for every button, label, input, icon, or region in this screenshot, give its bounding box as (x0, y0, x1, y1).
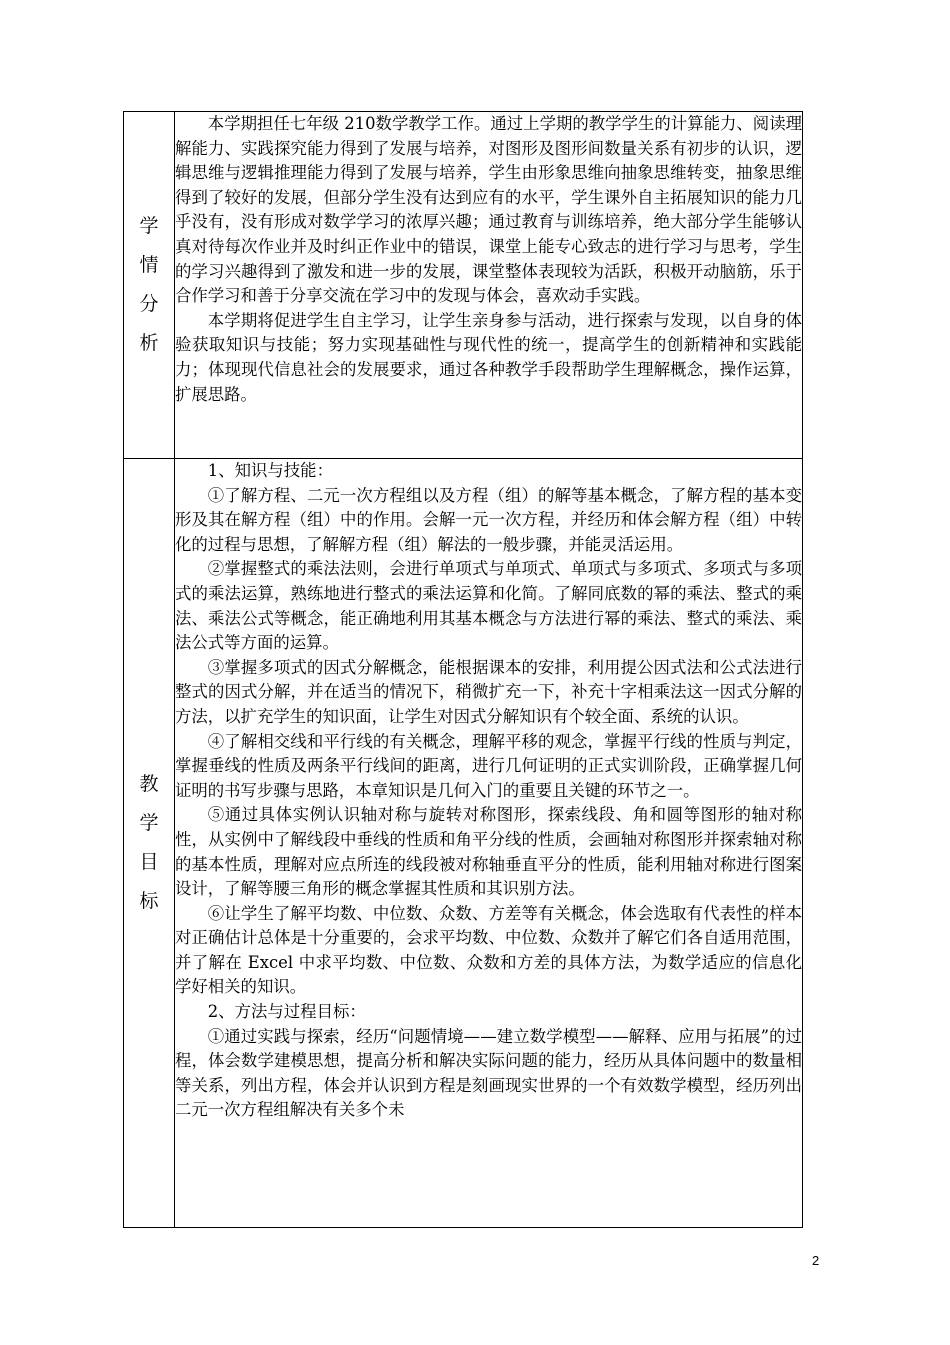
paragraph: 本学期担任七年级 210数学教学工作。通过上学期的教学学生的计算能力、阅读理解能力、实践探究能力得到了发展与培养，对图形及图形间数量关系有初步的认识，逻辑思维与逻辑推理能力得到了发展与培养，学生由形象思维向抽象思维转变，抽象思维得到了较好的发展，但部分学生没有达到应有的水平，学生课外自主拓展知识的能力几乎没有，没有形成对数学学习的浓厚兴趣；通过教育与训练培养，绝大部分学生能够认真对待每次作业并及时纠正作业中的错误，课堂上能专心致志的进行学习与思考，学生的学习兴趣得到了激发和进一步的发展，课堂整体表现较为活跃，积极开动脑筋，乐于合作学习和善于分享交流在学习中的发现与体会，喜欢动手实践。 (175, 114, 802, 306)
label-char: 情 (139, 254, 159, 276)
paragraph: ①了解方程、二元一次方程组以及方程（组）的解等基本概念，了解方程的基本变形及其在解方程（组）中的作用。会解一元一次方程，并经历和体会解方程（组）中转化的过程与思想，了解解方程（组）解法的一般步骤，并能灵活运用。 (175, 485, 802, 554)
section-label-teaching-goals (124, 459, 174, 1227)
paragraph: ④了解相交线和平行线的有关概念，理解平移的观念，掌握平行线的性质与判定，掌握垂线的性质及两条平行线间的距离，进行几何证明的正式实训阶段，正确掌握几何证明的书写步骤与思路，本章知识是几何入门的重要且关键的环节之一。 (175, 731, 802, 800)
page-number: 2 (812, 1253, 820, 1268)
lesson-plan-table (123, 111, 803, 1228)
paragraph: ⑥让学生了解平均数、中位数、众数、方差等有关概念，体会选取有代表性的样本对正确估计总体是十分重要的，会求平均数、中位数、众数并了解它们各自适用范围，并了解在 Excel 中求平均数、中位数、众数和方差的具体方法，为数学适应的信息化学好相关的知识。 (175, 903, 802, 997)
label-char: 分 (139, 293, 159, 315)
section-row-student-analysis (124, 112, 803, 459)
label-char: 标 (139, 890, 159, 912)
paragraph: ①通过实践与探索，经历“问题情境——建立数学模型——解释、应用与拓展”的过程，体会数学建模思想，提高分析和解决实际问题的能力，经历从具体问题中的数量相等关系，列出方程，体会并认识到方程是刻画现实世界的一个有效数学模型，经历列出二元一次方程组解决有关多个未 (175, 1026, 802, 1120)
label-char: 教 (139, 773, 159, 795)
paragraph: ③掌握多项式的因式分解概念，能根据课本的安排，利用提公因式法和公式法进行整式的因式分解，并在适当的情况下，稍微扩充一下，补充十字相乘法这一因式分解的方法，以扩充学生的知识面，让学生对因式分解知识有个较全面、系统的认识。 (175, 657, 802, 726)
label-char: 目 (139, 851, 159, 873)
section-label-cell (124, 459, 175, 1228)
paragraph: ⑤通过具体实例认识轴对称与旋转对称图形，探索线段、角和圆等图形的轴对称性，从实例中了解线段中垂线的性质和角平分线的性质，会画轴对称图形并探索轴对称的基本性质，理解对应点所连的线段被对称轴垂直平分的性质，能利用轴对称进行图案设计，了解等腰三角形的概念掌握其性质和其识别方法。 (175, 805, 802, 899)
label-char: 学 (139, 215, 159, 237)
section-content-teaching-goals (175, 459, 803, 1228)
paragraph: ②掌握整式的乘法法则，会进行单项式与单项式、单项式与多项式、多项式与多项式的乘法运算，熟练地进行整式的乘法运算和化简。了解同底数的幂的乘法、整式的乘法、乘法公式等概念，能正确地利用其基本概念与方法进行幂的乘法、整式的乘法、乘法公式等方面的运算。 (175, 559, 802, 653)
section-label-student-analysis (124, 112, 174, 458)
section-content-student-analysis (175, 112, 803, 459)
section-row-teaching-goals (124, 459, 803, 1228)
paragraph: 本学期将促进学生自主学习，让学生亲身参与活动，进行探索与发现，以自身的体验获取知识与技能；努力实现基础性与现代性的统一，提高学生的创新精神和实践能力；体现现代信息社会的发展要求，通过各种教学手段帮助学生理解概念，操作运算，扩展思路。 (175, 310, 802, 404)
label-char: 析 (139, 332, 159, 354)
section-label-cell (124, 112, 175, 459)
label-char: 学 (139, 812, 159, 834)
paragraph: 1、知识与技能： (207, 461, 333, 480)
paragraph: 2、方法与过程目标： (207, 1002, 366, 1022)
